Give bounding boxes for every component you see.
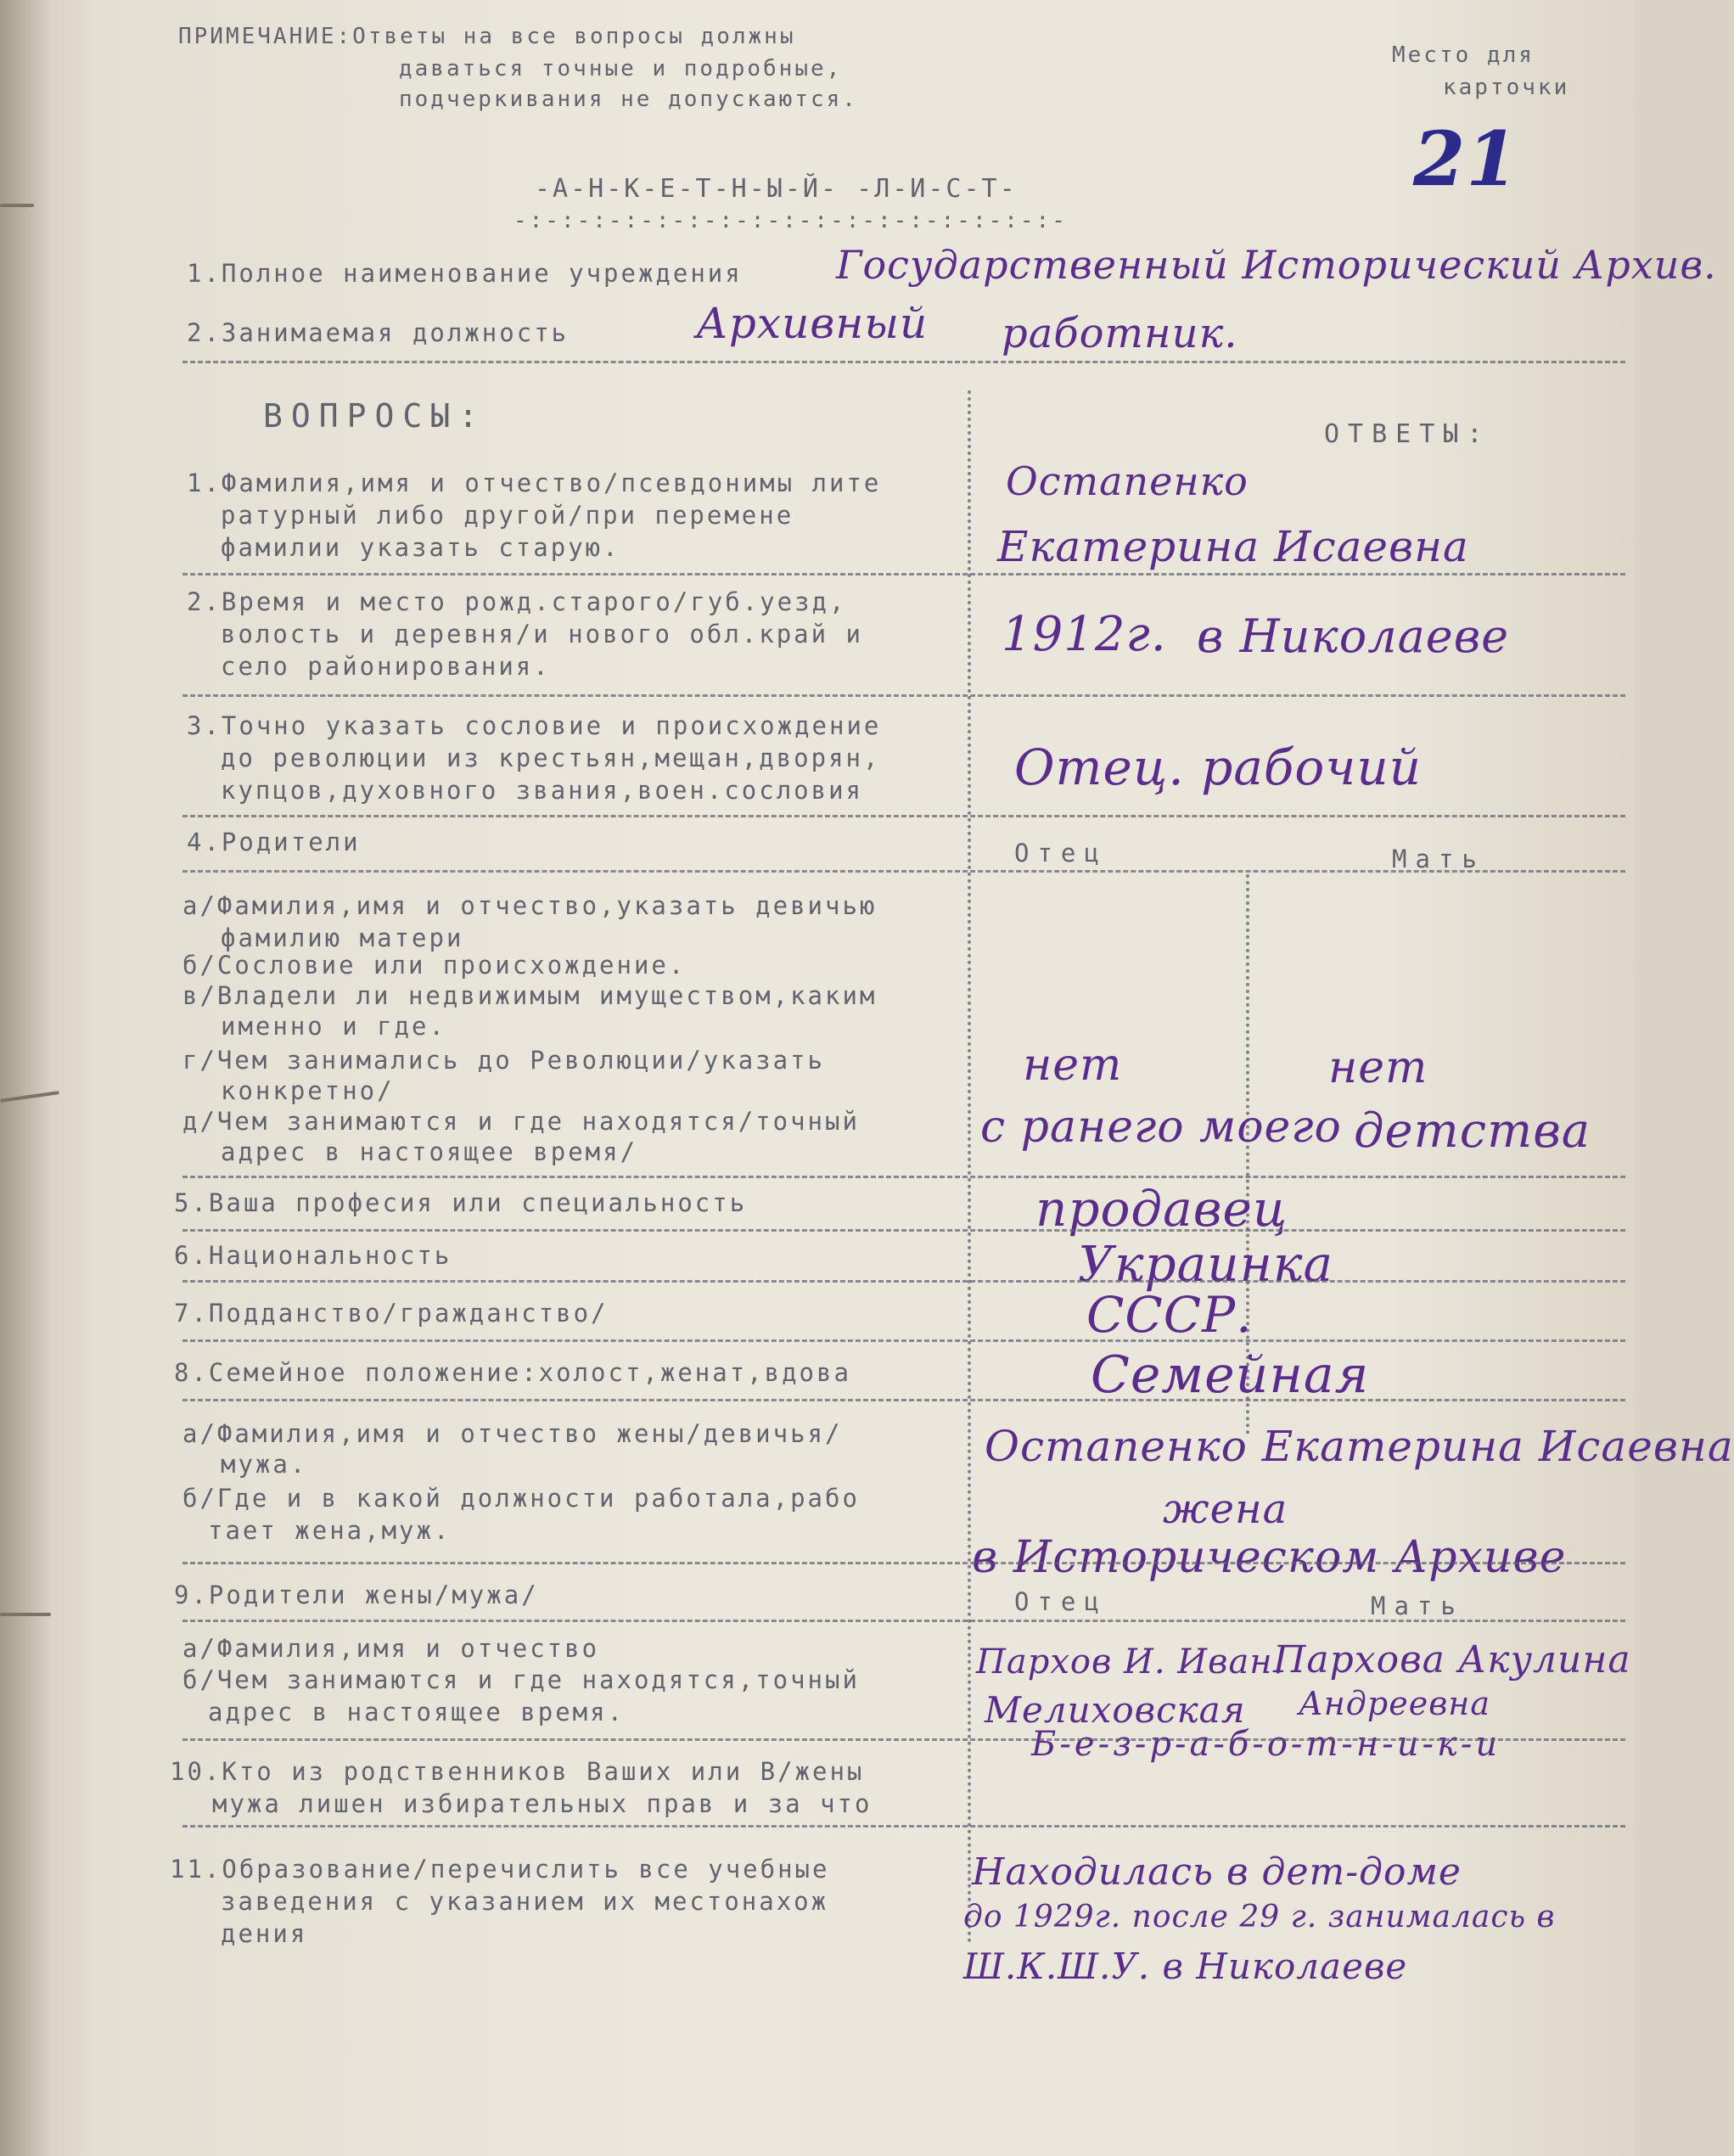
q4d-line-1: д/Чем занимаются и где находятся/точный bbox=[182, 1107, 860, 1136]
q4v-line-2: именно и где. bbox=[221, 1012, 446, 1041]
q4b-line: б/Сословие или происхождение. bbox=[182, 951, 687, 980]
q8b-line-1: б/Где и в какой должности работала,рабо bbox=[182, 1484, 860, 1513]
q2-line-2: волость и деревня/и нового обл.край и bbox=[221, 620, 864, 648]
q8a-line-2: мужа. bbox=[221, 1450, 308, 1479]
q6-label: 6.Национальность bbox=[174, 1241, 452, 1270]
note-line-3: подчеркивания не допускаются. bbox=[399, 87, 858, 112]
q5-answer: продавец bbox=[1035, 1180, 1288, 1238]
q8-label: 8.Семейное положение:холост,женат,вдова bbox=[174, 1358, 851, 1387]
q9-answer-status: Б-е-з-р-а-б-о-т-н-и-к-и bbox=[1031, 1725, 1501, 1764]
q4a-line-1: а/Фамилия,имя и отчество,указать девичью bbox=[182, 891, 878, 920]
q8b-answer: в Историческом Архиве bbox=[972, 1532, 1567, 1583]
q10-line-2: мужа лишен избирательных прав и за что bbox=[212, 1789, 873, 1818]
q11-answer-line-3: Ш.К.Ш.У. в Николаеве bbox=[963, 1945, 1408, 1987]
note-line-1: ПРИМЕЧАНИЕ:Ответы на все вопросы должны bbox=[178, 24, 796, 49]
photo-place-label-1: Место для bbox=[1392, 42, 1535, 68]
q11-answer-line-2: до 1929г. после 29 г. занималась в bbox=[963, 1900, 1556, 1934]
position-answer-b: работник. bbox=[1002, 310, 1238, 357]
q11-line-1: 11.Образование/перечислить все учебные bbox=[170, 1855, 830, 1884]
form-title: -А-Н-К-Е-Т-Н-Ы-Й- -Л-И-С-Т- bbox=[535, 174, 1018, 204]
q9-father-header: Отец bbox=[1014, 1587, 1108, 1616]
row-rule bbox=[182, 573, 1625, 575]
sheet-number: 21 bbox=[1413, 115, 1519, 203]
q9-answer-mother-patronymic: Андреевна bbox=[1299, 1685, 1490, 1722]
q1-line-3: фамилии указать старую. bbox=[221, 533, 620, 562]
photo-place-label-2: карточки bbox=[1443, 75, 1570, 100]
q4-mother-header: Мать bbox=[1392, 845, 1485, 873]
q9-label: 9.Родители жены/мужа/ bbox=[174, 1581, 539, 1609]
institution-answer: Государственный Исторический Архив. bbox=[836, 242, 1717, 288]
q8-answer: Семейная bbox=[1091, 1345, 1370, 1405]
q9-answer-where: Мелиховская bbox=[985, 1689, 1246, 1731]
q11-line-3: дения bbox=[221, 1919, 308, 1948]
row-rule bbox=[182, 1229, 1625, 1232]
q9b-line-1: б/Чем занимаются и где находятся,точный bbox=[182, 1665, 860, 1694]
institution-label: 1.Полное наименование учреждения bbox=[187, 259, 743, 288]
column-divider bbox=[968, 390, 971, 1944]
q8a-line-1: а/Фамилия,имя и отчество жены/девичья/ bbox=[182, 1419, 843, 1448]
q4-answer-father: нет bbox=[1023, 1040, 1123, 1091]
q4v-line-1: в/Владели ли недвижимым имуществом,каким bbox=[182, 981, 878, 1010]
q10-line-1: 10.Кто из родственников Ваших или В/жены bbox=[170, 1757, 865, 1786]
q3-line-3: купцов,духовного звания,воен.сословия bbox=[221, 776, 864, 805]
row-rule bbox=[182, 1825, 1625, 1828]
q3-answer: Отец. рабочий bbox=[1014, 738, 1423, 796]
q7-label: 7.Подданство/гражданство/ bbox=[174, 1299, 609, 1328]
q4-answer-mother: нет bbox=[1328, 1042, 1428, 1093]
row-rule bbox=[182, 1738, 1625, 1741]
binding-shadow bbox=[0, 0, 51, 2156]
q5-label: 5.Ваша професия или специальность bbox=[174, 1188, 748, 1217]
q3-line-1: 3.Точно указать сословие и происхождение bbox=[187, 711, 882, 740]
q4d-line-2: адрес в настоящее время/ bbox=[221, 1137, 638, 1166]
binding-thread bbox=[0, 1613, 51, 1616]
q1-answer-surname: Остапенко bbox=[1006, 458, 1249, 504]
note-line-2: даваться точные и подробные, bbox=[399, 56, 843, 81]
q2-answer-place: в Николаеве bbox=[1197, 609, 1510, 663]
q7-answer: СССР. bbox=[1086, 1286, 1253, 1344]
q8a-answer: Остапенко Екатерина Исаевна bbox=[985, 1422, 1734, 1471]
q2-answer-year: 1912г. bbox=[1002, 607, 1167, 662]
q9-answer-mother: Пархова Акулина bbox=[1273, 1638, 1631, 1682]
row-rule bbox=[182, 1620, 1625, 1622]
row-rule bbox=[182, 1339, 1625, 1342]
q9a-line: а/Фамилия,имя и отчество bbox=[182, 1634, 600, 1663]
row-rule bbox=[182, 1176, 1625, 1178]
q2-line-3: село районирования. bbox=[221, 652, 551, 681]
row-rule bbox=[182, 694, 1625, 697]
row-rule bbox=[182, 1399, 1625, 1401]
q4g-line-2: конкретно/ bbox=[221, 1076, 395, 1105]
answers-header: ОТВЕТЫ: bbox=[1324, 419, 1491, 449]
title-underline: -:-:-:-:-:-:-:-:-:-:-:-:-:-:-:-:-:- bbox=[513, 208, 1068, 233]
q4-answer-childhood-b: детства bbox=[1354, 1103, 1591, 1159]
q9-answer-father: Пархов И. Иван. bbox=[976, 1642, 1285, 1682]
q4-answer-childhood-a: с ранего моего bbox=[980, 1102, 1342, 1153]
binding-thread bbox=[0, 204, 34, 207]
q11-answer-line-1: Находилась в дет-доме bbox=[972, 1850, 1462, 1894]
row-rule bbox=[182, 1280, 1625, 1283]
q1-answer-name: Екатерина Исаевна bbox=[997, 522, 1469, 571]
position-label: 2.Занимаемая должность bbox=[187, 318, 570, 347]
q11-line-2: заведения с указанием их местонахож bbox=[221, 1887, 829, 1916]
q8b-line-2: тает жена,муж. bbox=[208, 1516, 452, 1545]
q6-answer: Украинка bbox=[1078, 1235, 1334, 1293]
position-answer-a: Архивный bbox=[696, 299, 929, 348]
row-rule bbox=[182, 1562, 1625, 1564]
q4a-line-2: фамилию матери bbox=[221, 924, 464, 952]
q9b-line-2: адрес в настоящее время. bbox=[208, 1698, 626, 1726]
q3-line-2: до революции из крестьян,мещан,дворян, bbox=[221, 744, 881, 772]
q2-line-1: 2.Время и место рожд.старого/губ.уезд, bbox=[187, 587, 847, 616]
q1-line-2: ратурный либо другой/при перемене bbox=[221, 501, 794, 530]
q8a-answer-relation: жена bbox=[1163, 1485, 1288, 1533]
header-rule bbox=[182, 361, 1625, 363]
row-rule bbox=[182, 870, 1625, 873]
q4g-line-1: г/Чем занимались до Революции/указать bbox=[182, 1046, 826, 1075]
questions-header: ВОПРОСЫ: bbox=[263, 397, 487, 435]
q4-label: 4.Родители bbox=[187, 828, 361, 856]
row-rule bbox=[182, 815, 1625, 817]
q4-father-header: Отец bbox=[1014, 839, 1108, 867]
q1-line-1: 1.Фамилия,имя и отчество/псевдонимы лите bbox=[187, 469, 882, 497]
q9-mother-header: Мать bbox=[1371, 1592, 1464, 1620]
